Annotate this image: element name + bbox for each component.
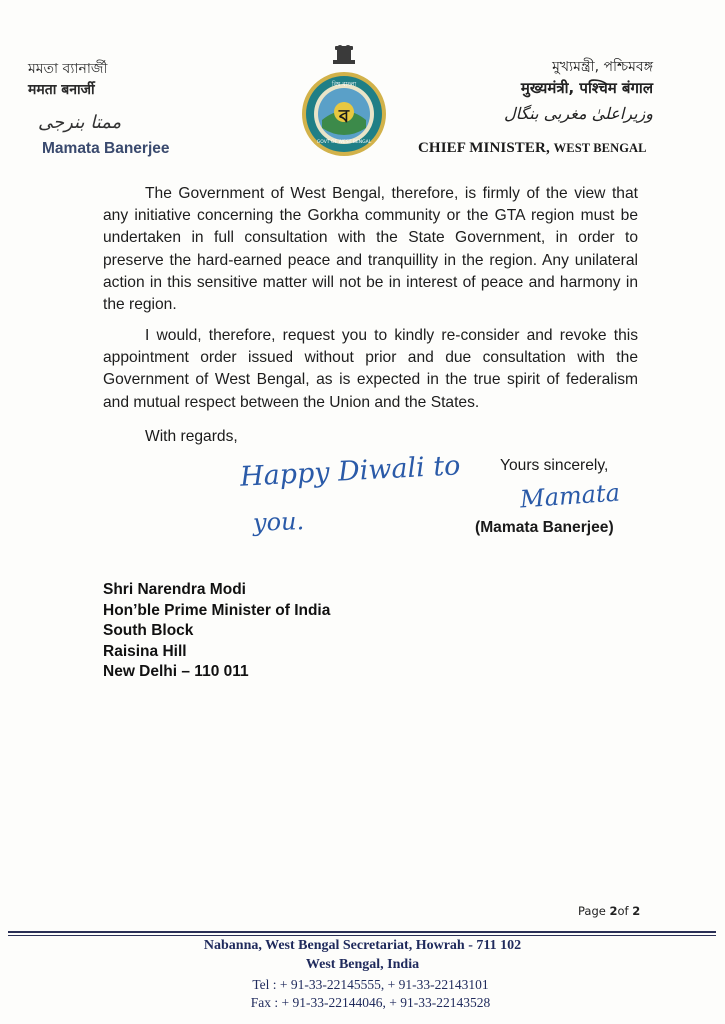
emblem-text-bottom: GOVT OF WEST BENGAL	[316, 140, 372, 145]
signature: Mamata	[519, 478, 621, 514]
signatory-name: (Mamata Banerjee)	[475, 519, 614, 536]
footer-address-line1: Nabanna, West Bengal Secretariat, Howrah - 711 102	[203, 938, 522, 953]
footer-tel: Tel : + 91-33-22145555, + 91-33-22143101	[252, 977, 489, 992]
bengali-name: মমতা ব্যানার্জী	[28, 61, 108, 77]
hindi-title: मुख्यमंत्री, पश्चिम बंगाल	[520, 79, 653, 97]
handwritten-note-line2: you.	[252, 507, 305, 537]
urdu-title: وزیراعلیٰ مغربی بنگال	[503, 104, 653, 123]
footer-address-line2: West Bengal, India	[305, 957, 420, 972]
paragraph-1-text: The Government of West Bengal, therefore, is firmly of the view that any initiative concerning the Gorkha community or the GTA region must be undertaken in full consultation with the State Government, in order to preserve the hard-earned peace and tranquillity in the region. Any unilateral action in this sensitive matter will not be in interest of peace and harmony in the region.	[103, 185, 638, 314]
footer-divider	[8, 931, 716, 933]
hindi-name: ममता बनार्जी	[28, 82, 95, 98]
page-of: of	[617, 904, 629, 918]
page-number	[578, 904, 640, 918]
regards: With regards,	[145, 428, 238, 445]
recipient-line2: Raisina Hill	[103, 642, 187, 660]
english-name: Mamata Banerjee	[42, 140, 170, 157]
state-emblem	[291, 42, 397, 158]
emblem-center-glyph: ব	[338, 106, 350, 127]
recipient-name: Shri Narendra Modi	[103, 581, 246, 598]
paragraph-2	[103, 325, 638, 414]
page-total: 2	[632, 904, 641, 918]
bengali-title: মুখ্যমন্ত্রী, পশ্চিমবঙ্গ	[552, 59, 653, 75]
paragraph-2-text: I would, therefore, request you to kindly re-consider and revoke this appointment order issued without prior and due consultation with the Government of West Bengal, as is expected in the true spirit of federalism and mutual respect between the Union and the States.	[103, 327, 638, 411]
recipient-title: Hon’ble Prime Minister of India	[103, 601, 331, 619]
paragraph-1	[103, 183, 638, 316]
page-current: 2	[609, 904, 618, 918]
footer-fax: Fax : + 91-33-22144046, + 91-33-22143528	[250, 995, 491, 1010]
page-label: Page	[578, 904, 606, 918]
handwritten-note-line1: Happy Diwali to	[239, 450, 462, 493]
chief-minister-title	[418, 140, 647, 157]
footer-divider-thin	[8, 935, 716, 936]
recipient-line3: New Delhi – 110 011	[103, 663, 249, 681]
emblem-text-top: বিশ্ব বাংলা	[331, 81, 357, 88]
recipient-address	[103, 580, 330, 683]
urdu-name: ممتا بنرجی	[38, 112, 122, 133]
cm-title-main: CHIEF MINISTER,	[418, 140, 550, 156]
closing: Yours sincerely,	[500, 457, 609, 474]
recipient-line1: South Block	[103, 622, 194, 640]
cm-title-state: WEST BENGAL	[553, 141, 647, 155]
